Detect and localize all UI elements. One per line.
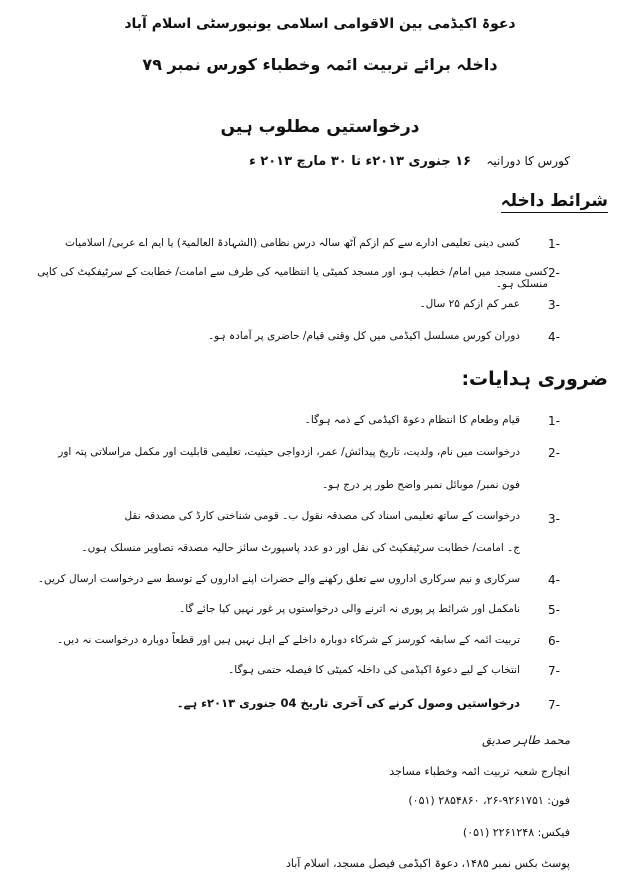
- instruction-item: درخواست میں نام، ولدیت، تاریخ پیدائش/ عمر، ازدواجی حیثیت، تعلیمی قابلیت اور مکمل مراسلاتی پتہ اور: [58, 446, 520, 458]
- instruction-number: 7-: [548, 698, 560, 712]
- condition-item: کسی دینی تعلیمی ادارے سے کم ازکم آٹھ سالہ درس نظامی (الشہادۃ العالمیۃ) یا ایم اے عربی/ اسلامیات: [65, 237, 520, 249]
- instruction-item: انتخاب کے لیے دعوۃ اکیڈمی کی داخلہ کمیٹی کا فیصلہ حتمی ہوگا۔: [228, 664, 520, 676]
- instruction-item-continued: فون نمبر/ موبائل نمبر واضح طور پر درج ہو۔: [322, 479, 520, 491]
- condition-number: 1-: [548, 237, 560, 251]
- phone-number: فون: ۹۲۶۱۷۵۱-۲۶، ۲۸۵۴۸۶۰ (۰۵۱): [408, 794, 570, 807]
- instruction-item: سرکاری و نیم سرکاری اداروں سے تعلق رکھنے والے حضرات اپنے اداروں کے توسط سے درخواست ارسال کریں۔: [37, 573, 520, 585]
- course-title: داخلہ برائے تربیت ائمہ وخطباء کورس نمبر ۷۹: [142, 55, 498, 74]
- condition-number: 4-: [548, 330, 560, 344]
- condition-item: کسی مسجد میں امام/ خطیب ہو، اور مسجد کمیٹی یا انتظامیہ کی طرف سے امامت/ خطابت کے سرٹیفکیٹ کی کاپی منسلک ہو۔: [37, 266, 548, 290]
- instruction-number: 3-: [548, 512, 560, 526]
- instruction-number: 5-: [548, 603, 560, 617]
- instruction-number: 4-: [548, 573, 560, 587]
- postal-address: پوسٹ بکس نمبر ۱۴۸۵، دعوۃ اکیڈمی فیصل مسجد، اسلام آباد: [285, 857, 570, 870]
- instruction-number: 1-: [548, 414, 560, 428]
- conditions-heading: شرائط داخلہ: [500, 191, 608, 211]
- deadline-item: درخواستیں وصول کرنے کی آخری تاریخ 04 جنوری ۲۰۱۳ء ہے۔: [176, 696, 520, 710]
- course-duration: [70, 154, 570, 169]
- condition-item: عمر کم ازکم ۲۵ سال۔: [419, 298, 520, 310]
- instruction-number: 2-: [548, 446, 560, 460]
- condition-number: 3-: [548, 298, 560, 312]
- applications-wanted-heading: درخواستیں مطلوب ہیں: [220, 117, 420, 137]
- instruction-number: 7-: [548, 664, 560, 678]
- instruction-item-continued: ج۔ امامت/ خطابت سرٹیفکیٹ کی نقل اور دو عدد پاسپورٹ سائز حالیہ مصدقہ تصاویر منسلک ہوں۔: [81, 542, 520, 554]
- fax-number: فیکس: ۲۲۶۱۲۴۸ (۰۵۱): [462, 826, 570, 839]
- instruction-item: قیام وطعام کا انتظام دعوۃ اکیڈمی کے ذمہ ہوگا۔: [304, 414, 520, 426]
- duration-label: کورس کا دورانیہ: [486, 154, 570, 168]
- institution-title: دعوۃ اکیڈمی بین الاقوامی اسلامی یونیورسٹی اسلام آباد: [124, 16, 516, 32]
- instruction-number: 6-: [548, 634, 560, 648]
- condition-number: 2-: [548, 266, 560, 280]
- signatory-designation: انچارج شعبہ تربیت ائمہ وخطباء مساجد: [389, 765, 570, 778]
- instructions-heading: ضروری ہدایات:: [461, 368, 608, 390]
- duration-dates: ۱۶ جنوری ۲۰۱۳ء تا ۳۰ مارچ ۲۰۱۳ ء: [249, 154, 472, 169]
- condition-item: دوران کورس مسلسل اکیڈمی میں کل وقتی قیام/ حاضری پر آمادہ ہو۔: [207, 330, 520, 342]
- instruction-item: نامکمل اور شرائط پر پوری نہ اترنے والی درخواستوں پر غور نہیں کیا جائے گا۔: [179, 603, 520, 615]
- signatory-name: محمد طاہر صدیق: [482, 733, 570, 747]
- instruction-item: درخواست کے ساتھ تعلیمی اسناد کی مصدقہ نقول ب۔ قومی شناختی کارڈ کی مصدقہ نقل: [124, 510, 520, 522]
- instruction-item: تربیت ائمہ کے سابقہ کورسز کے شرکاء دوبارہ داخلے کے اہل نہیں ہیں اور قطعاً دوبارہ درخواست نہ دیں۔: [57, 634, 520, 646]
